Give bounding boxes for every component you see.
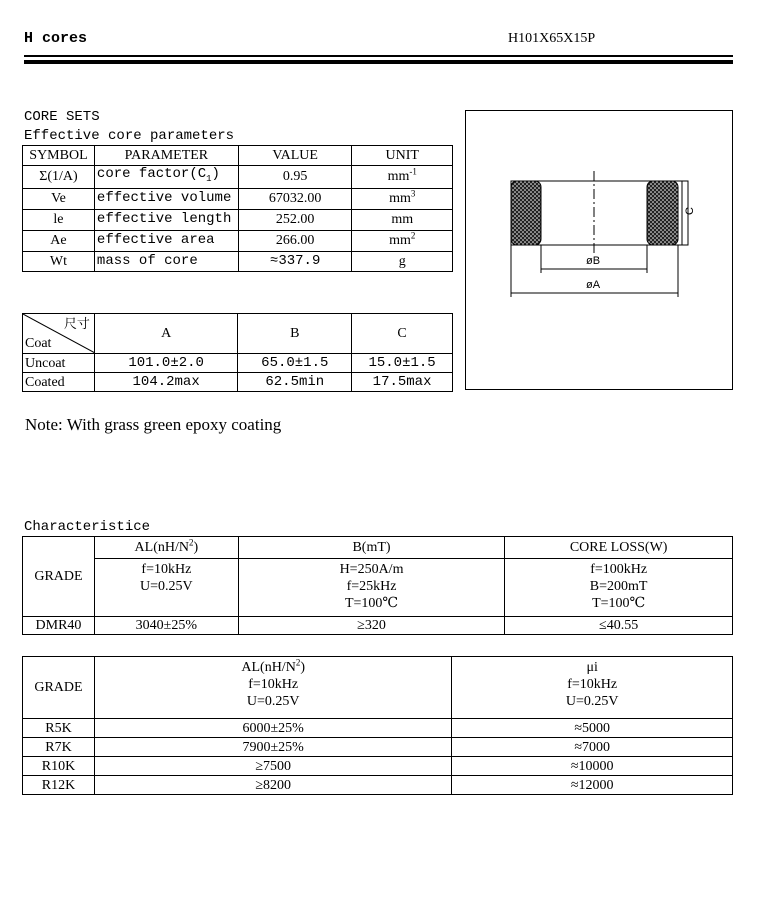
condition-line: f=10kHz — [248, 677, 299, 692]
unit-cell — [352, 166, 453, 189]
unit-superscript: -1 — [409, 166, 417, 177]
page-title: H cores — [24, 30, 88, 47]
dim-header-c: C — [352, 314, 453, 354]
label-a: øA — [586, 279, 601, 291]
dimensions-table — [22, 313, 453, 392]
condition-line: T=100℃ — [344, 596, 399, 611]
dimension-corner-cell — [23, 314, 95, 354]
label-c: C — [683, 207, 696, 215]
parameter-tail: ) — [211, 166, 220, 182]
header-rule-thick — [24, 60, 733, 64]
corner-top-label: 尺寸 — [63, 316, 90, 331]
condition-line: H=250A/m — [339, 562, 404, 577]
value-cell: ≥320 — [238, 617, 505, 635]
condition-line: f=10kHz — [567, 677, 618, 692]
mu-header: μi — [586, 660, 598, 675]
al-header-text: AL(nH/N — [241, 660, 296, 675]
value-cell: 252.00 — [238, 209, 352, 230]
unit-cell: g — [352, 251, 453, 271]
parameter-cell: effective area — [94, 230, 238, 251]
core-drawing-box — [465, 110, 733, 390]
table-row — [23, 188, 453, 209]
table-row — [23, 757, 733, 776]
parameter-subscript: 1 — [206, 173, 212, 184]
unit-text: mm — [389, 191, 411, 207]
row-label: Uncoat — [23, 354, 95, 373]
value-cell: ≈10000 — [452, 757, 733, 776]
dim-value: 17.5max — [352, 373, 453, 392]
col-header-value: VALUE — [238, 146, 352, 166]
dim-header-b: B — [238, 314, 352, 354]
grade-cell: R12K — [23, 776, 95, 795]
unit-superscript: 3 — [410, 188, 416, 199]
value-cell: ≥8200 — [94, 776, 451, 795]
col-header-unit: UNIT — [352, 146, 453, 166]
coating-note: Note: With grass green epoxy coating — [25, 415, 282, 434]
symbol-cell: Ve — [23, 188, 95, 209]
condition-line: f=100kHz — [590, 562, 648, 577]
value-cell: ≥7500 — [94, 757, 451, 776]
value-cell: ≈7000 — [452, 738, 733, 757]
table-row — [23, 354, 453, 373]
header-rule-thin — [24, 55, 733, 57]
parameter-text: core factor(C — [96, 166, 207, 182]
unit-cell — [352, 230, 453, 251]
condition-line: f=10kHz — [141, 562, 192, 577]
condition-line: B=200mT — [589, 579, 648, 594]
condition-line: f=25kHz — [346, 579, 397, 594]
left-core-section — [511, 181, 541, 245]
unit-superscript: 2 — [410, 230, 416, 241]
al-header-text: AL(nH/N — [134, 540, 189, 555]
effective-params-table — [22, 145, 453, 272]
al-header-sup: 2 — [295, 657, 301, 668]
symbol-cell: Wt — [23, 251, 95, 271]
dim-value: 101.0±2.0 — [94, 354, 238, 373]
grade-cell: DMR40 — [23, 617, 95, 635]
parameter-cell: mass of core — [94, 251, 238, 271]
unit-text: mm — [389, 233, 411, 249]
value-cell: 266.00 — [238, 230, 352, 251]
dim-value: 65.0±1.5 — [238, 354, 352, 373]
parameter-cell — [94, 166, 238, 189]
unit-cell: mm — [352, 209, 453, 230]
parameter-cell: effective length — [94, 209, 238, 230]
condition-line: U=0.25V — [140, 579, 193, 594]
value-cell: ≈5000 — [452, 719, 733, 738]
dim-value: 104.2max — [94, 373, 238, 392]
al-header-sup: 2 — [188, 537, 194, 548]
table-row — [23, 373, 453, 392]
table-row — [23, 230, 453, 251]
core-loss-header: CORE LOSS(W) — [505, 537, 733, 559]
corner-bottom-label: Coat — [25, 336, 52, 351]
parameter-cell: effective volume — [94, 188, 238, 209]
al-conditions — [94, 559, 238, 617]
table-row — [23, 209, 453, 230]
value-cell: 3040±25% — [94, 617, 238, 635]
symbol-cell: le — [23, 209, 95, 230]
value-cell: 67032.00 — [238, 188, 352, 209]
grade-cell: R10K — [23, 757, 95, 776]
value-cell: 6000±25% — [94, 719, 451, 738]
symbol-cell: Σ(1/A) — [23, 166, 95, 189]
condition-line: U=0.25V — [565, 694, 619, 709]
characteristics-heading: Characteristice — [24, 519, 151, 535]
dim-header-a: A — [94, 314, 238, 354]
characteristics-table-2 — [22, 656, 733, 795]
value-cell: 7900±25% — [94, 738, 451, 757]
value-cell: 0.95 — [238, 166, 352, 189]
table-row — [23, 719, 733, 738]
table-row — [23, 617, 733, 635]
condition-line: U=0.25V — [246, 694, 300, 709]
part-number: H101X65X15P — [508, 31, 596, 46]
b-conditions — [238, 559, 505, 617]
dim-value: 62.5min — [238, 373, 352, 392]
unit-text: mm — [387, 169, 410, 185]
col-header-symbol: SYMBOL — [23, 146, 95, 166]
condition-line: T=100℃ — [592, 596, 646, 611]
symbol-cell: Ae — [23, 230, 95, 251]
al-header-tail: ) — [193, 540, 199, 555]
b-header: B(mT) — [238, 537, 505, 559]
label-b: øB — [586, 255, 601, 267]
value-cell: ≤40.55 — [505, 617, 733, 635]
core-loss-conditions — [505, 559, 733, 617]
al-header — [94, 537, 238, 559]
al-header-block — [94, 657, 451, 719]
mu-header-block — [452, 657, 733, 719]
al-header — [97, 659, 449, 676]
core-cross-section-drawing — [466, 111, 732, 389]
table-row — [23, 738, 733, 757]
core-sets-heading: CORE SETS — [24, 109, 100, 125]
row-label: Coated — [23, 373, 95, 392]
effective-params-heading: Effective core parameters — [24, 128, 235, 144]
value-cell: ≈337.9 — [238, 251, 352, 271]
dim-value: 15.0±1.5 — [352, 354, 453, 373]
grade-cell: R7K — [23, 738, 95, 757]
unit-cell — [352, 188, 453, 209]
al-header-tail: ) — [300, 660, 305, 675]
table-row — [23, 166, 453, 189]
right-core-section — [647, 181, 678, 245]
value-cell: ≈12000 — [452, 776, 733, 795]
col-header-parameter: PARAMETER — [94, 146, 238, 166]
table-row — [23, 776, 733, 795]
grade-header: GRADE — [23, 657, 95, 719]
grade-header: GRADE — [23, 537, 95, 617]
grade-cell: R5K — [23, 719, 95, 738]
table-row — [23, 251, 453, 271]
characteristics-table-1 — [22, 536, 733, 635]
